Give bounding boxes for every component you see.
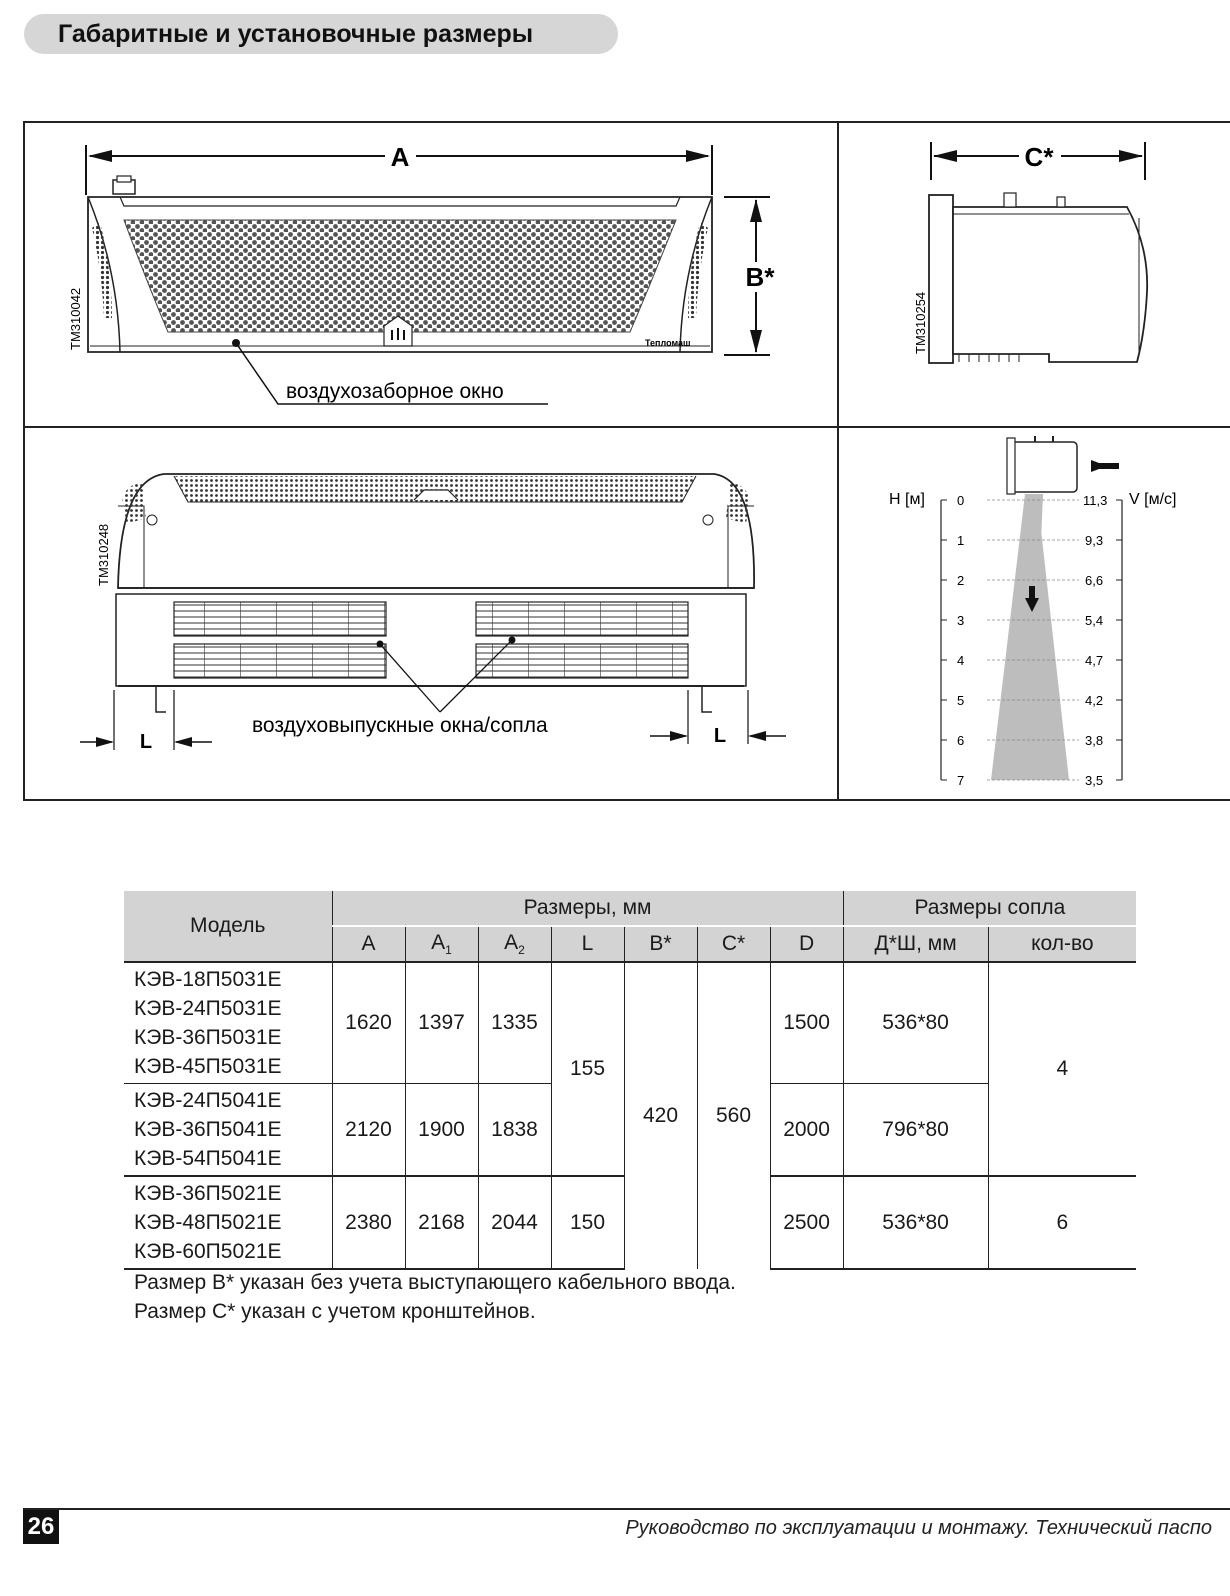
side-code: TM310254 (913, 291, 928, 354)
col-d-header: D (770, 926, 843, 962)
dim-l-right: L (713, 725, 727, 747)
h-tick: 5 (957, 693, 965, 708)
dim-a-label: A (390, 142, 410, 172)
cell-dw: 536*80 (843, 962, 988, 1084)
h-tick: 2 (957, 573, 965, 588)
col-model-header: Модель (124, 891, 332, 962)
outlet-caption: воздуховыпускные окна/сопла (252, 714, 548, 737)
col-b-header: B* (624, 926, 697, 962)
h-axis (941, 493, 964, 788)
col-a-header: A (332, 926, 405, 962)
cell-a1: 1397 (405, 962, 478, 1084)
cell-l: 155 (551, 962, 624, 1176)
table-notes (134, 1268, 736, 1326)
h-tick: 0 (957, 493, 965, 508)
brand-logo: Тепломаш (645, 338, 691, 348)
footer-rule (23, 1508, 1230, 1510)
v-tick: 11,3 (1083, 493, 1108, 508)
cell-a: 2380 (332, 1176, 405, 1269)
cell-l: 150 (551, 1176, 624, 1269)
cell-a2: 1335 (478, 962, 551, 1084)
note: Размер B* указан без учета выступающего кабельного ввода. (134, 1271, 736, 1294)
front-view-drawing (0, 0, 840, 426)
cell-d: 2000 (770, 1084, 843, 1177)
cell-dw: 536*80 (843, 1176, 988, 1269)
v-tick: 3,8 (1085, 733, 1104, 748)
h-tick: 3 (957, 613, 965, 628)
col-a2-header: $A_2$ (478, 926, 551, 962)
col-dw-header: Д*Ш, мм (843, 926, 988, 962)
h-tick: 4 (957, 653, 965, 668)
v-tick: 6,6 (1085, 573, 1104, 588)
h-tick: 6 (957, 733, 965, 748)
model-list: КЭВ-18П5031Е КЭВ-24П5031Е КЭВ-36П5031Е КЭВ-45П5031Е (124, 962, 332, 1084)
bottom-code: TM310248 (96, 523, 111, 586)
dim-b-label: B* (745, 262, 775, 292)
dim-c-label: C* (1024, 142, 1054, 172)
bottom-view-drawing (24, 428, 837, 800)
cell-b: 420 (624, 962, 697, 1269)
v-tick: 4,2 (1085, 693, 1104, 708)
v-tick: 3,5 (1085, 773, 1104, 788)
model-list: КЭВ-36П5021Е КЭВ-48П5021Е КЭВ-60П5021Е (124, 1176, 332, 1269)
h-tick: 1 (957, 533, 965, 548)
cell-a1: 2168 (405, 1176, 478, 1269)
footer-title: Руководство по эксплуатации и монтажу. Технический паспо (625, 1517, 1212, 1539)
dimensions-group-header: Размеры, мм (332, 891, 843, 926)
cell-a: 2120 (332, 1084, 405, 1177)
v-tick: 5,4 (1085, 613, 1104, 628)
col-l-header: L (551, 926, 624, 962)
cell-a1: 1900 (405, 1084, 478, 1177)
cell-d: 1500 (770, 962, 843, 1084)
cell-d: 2500 (770, 1176, 843, 1269)
dim-l-left: L (139, 731, 153, 753)
v-axis (1083, 493, 1122, 788)
col-c-header: C* (697, 926, 770, 962)
note: Размер C* указан с учетом кронштейнов. (134, 1300, 536, 1323)
section-title: Габаритные и установочные размеры (24, 14, 618, 54)
col-a1-header: $A_1$ (405, 926, 478, 962)
v-tick: 4,7 (1085, 653, 1104, 668)
nozzle-group-header: Размеры сопла (843, 891, 1136, 926)
cell-count: 6 (988, 1176, 1136, 1269)
v-tick: 9,3 (1085, 533, 1104, 548)
cell-c: 560 (697, 962, 770, 1269)
airflow-diagram (839, 428, 1230, 800)
h-tick: 7 (957, 773, 965, 788)
intake-caption: воздухозаборное окно (286, 380, 504, 403)
h-axis-label: H [м] (889, 491, 925, 508)
model-list: КЭВ-24П5041Е КЭВ-36П5041Е КЭВ-54П5041Е (124, 1084, 332, 1177)
page-number: 26 (23, 1510, 59, 1544)
cell-a2: 1838 (478, 1084, 551, 1177)
side-view-drawing (839, 122, 1230, 426)
cell-dw: 796*80 (843, 1084, 988, 1177)
col-count-header: кол-во (988, 926, 1136, 962)
dimensions-table (124, 891, 1136, 1270)
cell-a: 1620 (332, 962, 405, 1084)
cell-a2: 2044 (478, 1176, 551, 1269)
cell-count: 4 (988, 962, 1136, 1176)
table-row (124, 962, 1136, 1084)
v-axis-label: V [м/с] (1129, 491, 1177, 508)
front-code: TM310042 (68, 287, 83, 350)
